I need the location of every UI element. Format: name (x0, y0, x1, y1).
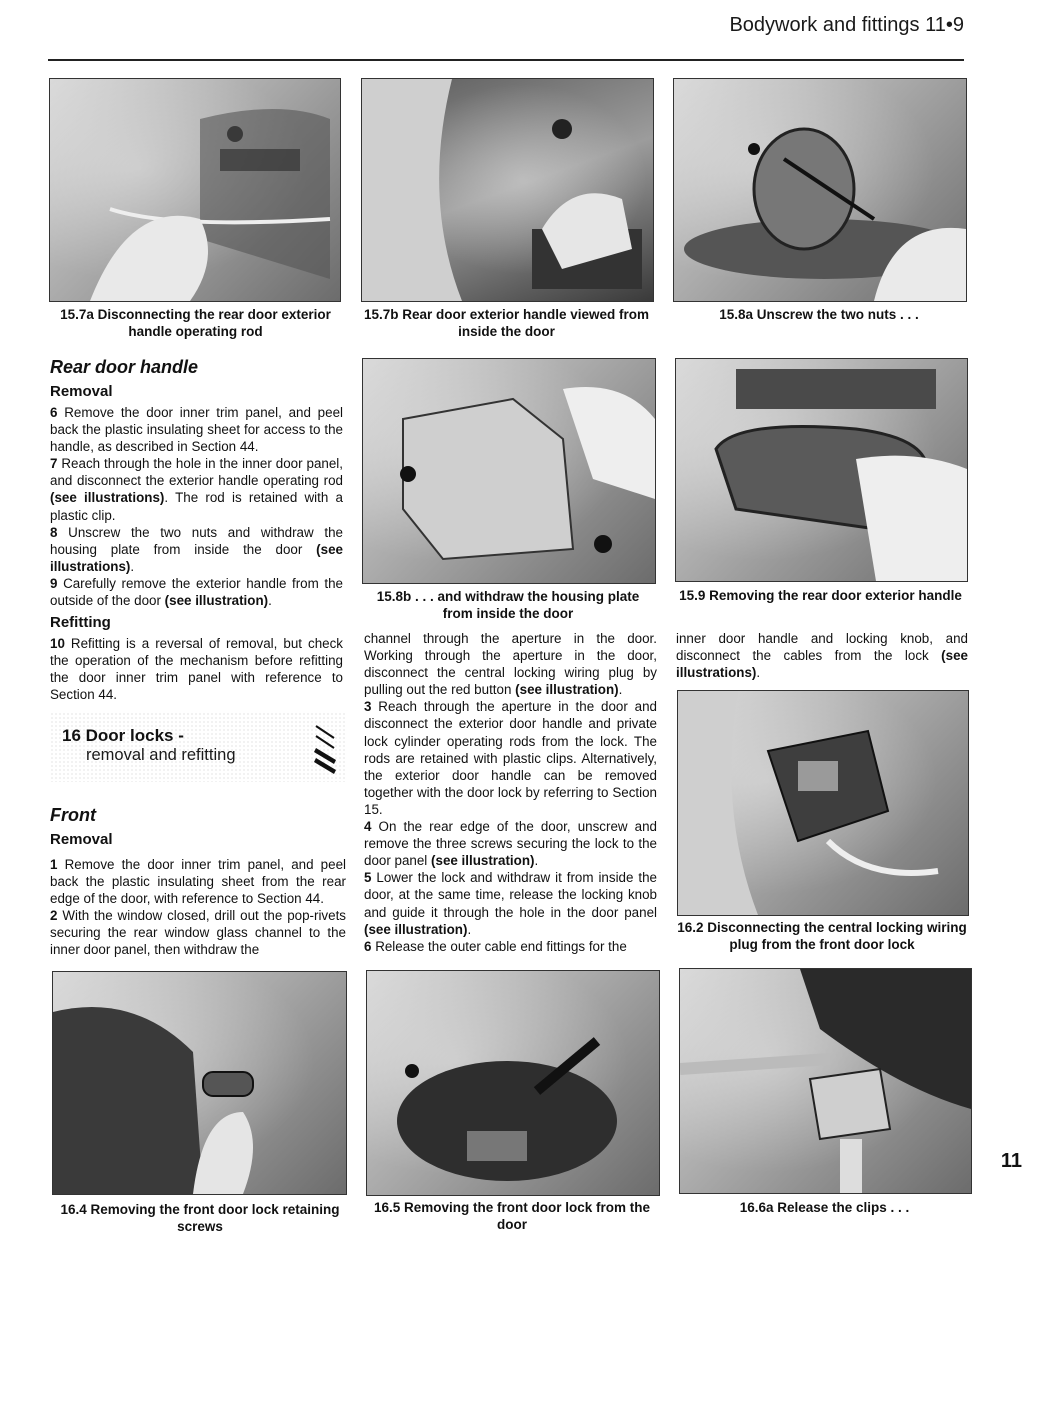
caption-16-2: 16.2 Disconnecting the central locking wiring plug from the front door lock (677, 920, 967, 952)
caption-15-7a: 15.7a Disconnecting the rear door exterior handle operating rod (60, 307, 331, 339)
spanner-difficulty-icon (312, 718, 340, 780)
page-header-title: Bodywork and fittings 11•9 (729, 14, 964, 36)
photo-housing-plate-icon (363, 359, 655, 583)
photo-lock-removal-icon (367, 971, 659, 1195)
paragraph-2: 2 With the window closed, drill out the pop-rivets securing the rear window glass channel to the inner door panel, then withdraw the (50, 908, 346, 958)
caption-15-9: 15.9 Removing the rear door exterior handle (679, 588, 962, 603)
photo-16-2 (677, 690, 969, 916)
paragraph-6-front: 6 Release the outer cable end fittings for the (364, 938, 627, 954)
subheading-removal: Removal (50, 383, 113, 400)
photo-15-7a (49, 78, 341, 302)
chapter-tab-number: 11 (1000, 1150, 1022, 1172)
photo-rear-door-rod-icon (50, 79, 340, 301)
paragraph-2-continued: channel through the aperture in the door. Working through the aperture in the door, disconnect the central locking wiring plug by pulling out the red button (see illustration). (364, 631, 657, 698)
paragraph-1: 1 Remove the door inner trim panel, and peel back the plastic insulating sheet from the rear edge of the door, with reference to Section 44. (50, 857, 346, 907)
column-1-lower (50, 804, 346, 959)
photo-16-6a (679, 968, 972, 1194)
paragraph-7: 7 Reach through the hole in the inner door panel, and disconnect the exterior handle operating rod (see illustrations). The rod is retained with a plastic clip. (50, 456, 343, 523)
paragraph-6-continued: inner door handle and locking knob, and disconnect the cables from the lock (see illustrations). (676, 631, 968, 681)
caption-15-7b: 15.7b Rear door exterior handle viewed from inside the door (363, 307, 650, 339)
paragraph-6: 6 Remove the door inner trim panel, and peel back the plastic insulating sheet for access to the handle, as described in Section 44. (50, 405, 343, 455)
section-16-subtitle: removal and refitting (86, 746, 236, 764)
caption-16-4: 16.4 Removing the front door lock retaining screws (60, 1202, 340, 1234)
paragraph-3: 3 Reach through the aperture in the door and disconnect the exterior door handle and private lock cylinder operating rods from the lock. The rods are retained with plastic clips. Alternatively, the exterior door handle can be removed together with the door lock by referring to Section 15. (364, 699, 657, 817)
photo-release-clips-icon (680, 969, 971, 1193)
photo-unscrew-nuts-icon (674, 79, 966, 301)
photo-15-7b (361, 78, 654, 302)
caption-15-8a: 15.8a Unscrew the two nuts . . . (719, 307, 919, 322)
photo-15-9 (675, 358, 968, 582)
heading-front: Front (50, 805, 96, 825)
paragraph-8: 8 Unscrew the two nuts and withdraw the housing plate from inside the door (see illustrations). (50, 524, 343, 574)
column-3 (676, 630, 968, 681)
caption-16-5: 16.5 Removing the front door lock from the door (373, 1200, 651, 1232)
section-16-title: 16 Door locks - (62, 726, 184, 745)
caption-16-6a: 16.6a Release the clips . . . (739, 1200, 910, 1215)
photo-exterior-handle-icon (676, 359, 967, 581)
photo-16-4 (52, 971, 347, 1195)
photo-16-5 (366, 970, 660, 1196)
column-1-upper (50, 356, 343, 704)
section-16-heading-box (50, 712, 345, 782)
header-rule (48, 59, 964, 61)
caption-15-8b: 15.8b . . . and withdraw the housing plate from inside the door (376, 589, 640, 621)
photo-15-8a (673, 78, 967, 302)
subheading-refitting: Refitting (50, 614, 111, 632)
paragraph-4: 4 On the rear edge of the door, unscrew and remove the three screws securing the lock to the door panel (see illustration). (364, 819, 657, 869)
photo-wiring-plug-icon (678, 691, 968, 915)
subheading-removal-front: Removal (50, 831, 113, 848)
column-2 (364, 630, 657, 955)
heading-rear-door-handle: Rear door handle (50, 357, 199, 377)
paragraph-5: 5 Lower the lock and withdraw it from inside the door, at the same time, release the locking knob and guide it through the hole in the door panel (see illustration). (364, 870, 657, 937)
photo-15-8b (362, 358, 656, 584)
paragraph-9: 9 Carefully remove the exterior handle from the outside of the door (see illustration). (50, 575, 343, 609)
paragraph-10: 10 Refitting is a reversal of removal, but check the operation of the mechanism before refitting the door inner trim panel with reference to Section 44. (50, 636, 343, 703)
photo-lock-screws-icon (53, 972, 346, 1194)
photo-handle-inside-icon (362, 79, 653, 301)
